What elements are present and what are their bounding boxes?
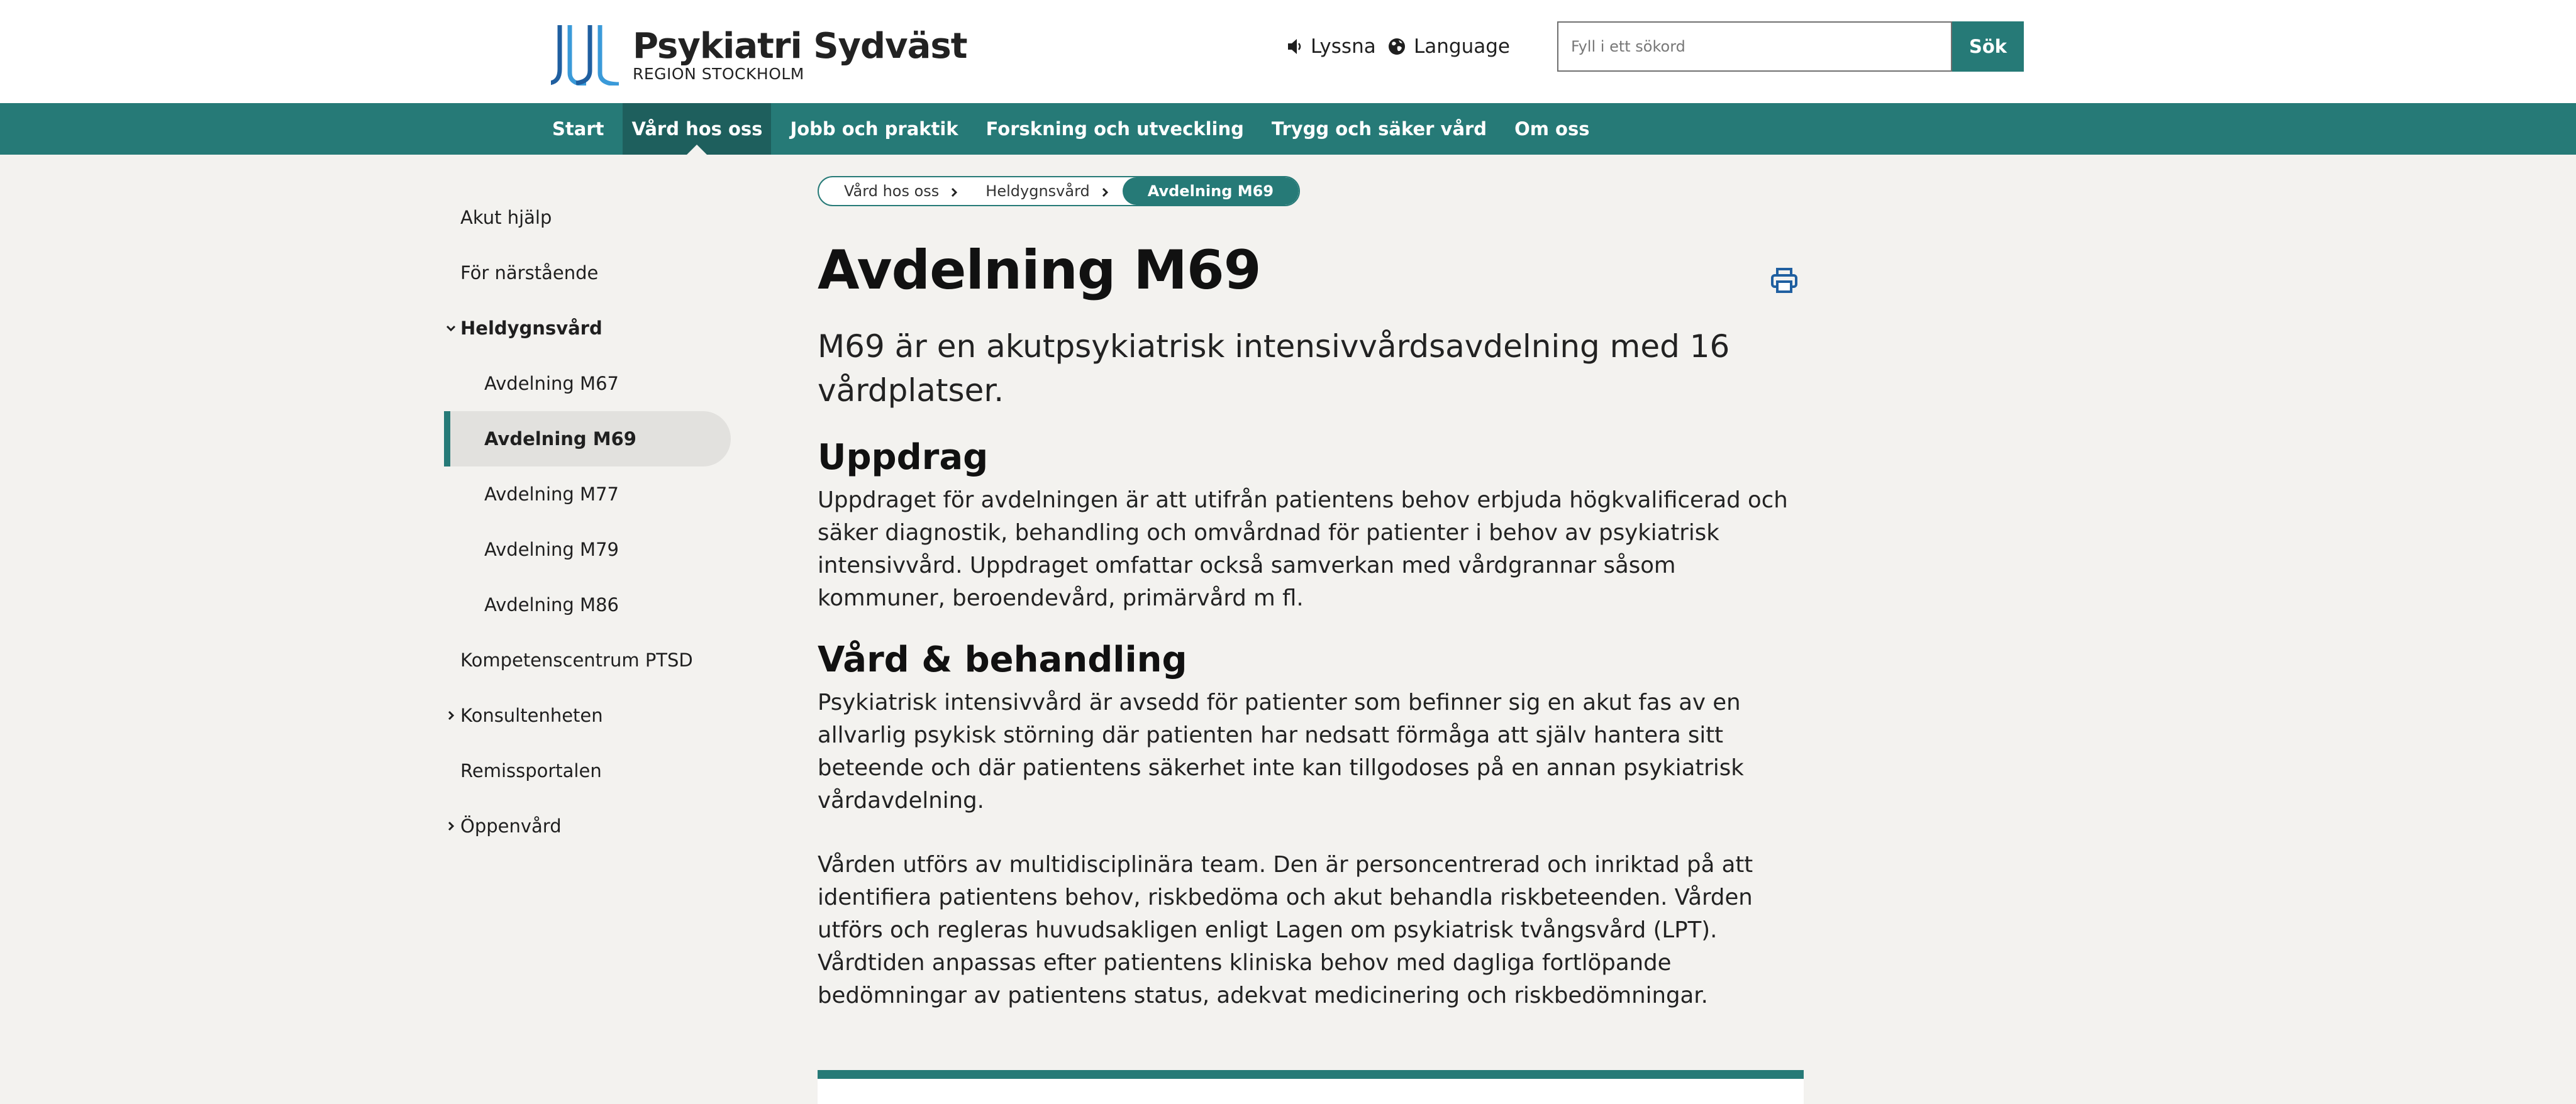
sidebar-item-label: Remissportalen <box>460 760 602 781</box>
search-button[interactable]: Sök <box>1952 21 2024 72</box>
sidebar-item-for-narstaende[interactable] <box>444 245 731 301</box>
sidebar-item-remissportalen[interactable] <box>444 743 731 798</box>
sidebar-item-label: Avdelning M79 <box>484 539 619 560</box>
logo-subtitle: REGION STOCKHOLM <box>633 65 804 83</box>
speaker-icon <box>1287 38 1303 55</box>
page-lead: M69 är en akutpsykiatrisk intensivvårdsavdelning med 16 vårdplatser. <box>818 328 1730 409</box>
language-button[interactable] <box>1387 33 1510 60</box>
breadcrumb-current: Avdelning M69 <box>1123 177 1299 205</box>
sidebar-item-avdelning-m67[interactable] <box>444 356 731 411</box>
sidebar-item-heldygnsvard[interactable] <box>444 301 731 356</box>
chevron-down-icon[interactable] <box>445 323 457 334</box>
breadcrumb-item[interactable] <box>960 177 1111 205</box>
sidebar-item-avdelning-m86[interactable] <box>444 577 731 632</box>
sidebar-item-label: Avdelning M69 <box>484 428 636 450</box>
sidebar-item-label: Avdelning M77 <box>484 483 619 505</box>
main-nav <box>0 103 2576 155</box>
sidebar-item-label: Öppenvård <box>460 815 562 837</box>
page-title: Avdelning M69 <box>818 239 1261 302</box>
globe-icon <box>1387 37 1406 56</box>
sidebar-item-akut-hjalp[interactable] <box>444 190 731 245</box>
chevron-right-icon <box>949 187 959 198</box>
search-input[interactable] <box>1557 21 1952 72</box>
section-paragraph: Psykiatrisk intensivvård är avsedd för patienter som befinner sig en akut fas av en allvarlig psykisk störning där patienten har nedsatt förmåga att själv hantera sitt beteende och där patientens säkerhet inte kan tillgodoses på en annan psykiatrisk vårdavdelning. <box>818 690 1744 814</box>
nav-item-jobb-och-praktik[interactable]: Jobb och praktik <box>790 118 958 140</box>
sidebar-item-avdelning-m69[interactable] <box>444 411 731 466</box>
sidebar-item-oppenvard[interactable] <box>444 798 731 854</box>
section-paragraph: Vården utförs av multidisciplinära team. Den är personcentrerad och inriktad på att identifiera patientens behov, riskbedöma och akut behandla riskbeteenden. Vården utförs och regleras huvudsakligen enligt Lagen om psykiatrisk tvångsvård (LPT). Vårdtiden anpassas efter patientens kliniska behov med dagliga fortlöpande bedömningar av patientens status, adekvat medicinering och riskbedömningar. <box>818 852 1753 1008</box>
nav-item-trygg-och-saker-vard[interactable]: Trygg och säker vård <box>1271 118 1487 140</box>
section-paragraph: Uppdraget för avdelningen är att utifrån patientens behov erbjuda högkvalificerad och säker diagnostik, behandling och omvårdnad för patienter i behov av psykiatrisk intensivvård. Uppdraget omfattar också samverkan med vårdgrannar såsom kommuner, beroendevård, primärvård m fl. <box>818 487 1788 611</box>
site-search <box>1557 21 2024 72</box>
chevron-right-icon <box>1100 187 1110 198</box>
sidebar-item-label: Avdelning M67 <box>484 373 619 394</box>
sidebar-item-konsultenheten[interactable] <box>444 688 731 743</box>
main-content <box>818 176 1804 1012</box>
logo-text <box>633 28 967 83</box>
section-heading: Vård & behandling <box>818 639 1187 680</box>
nav-item-om-oss[interactable]: Om oss <box>1514 118 1590 140</box>
listen-label: Lyssna <box>1311 35 1376 58</box>
chevron-right-icon[interactable] <box>445 710 457 721</box>
content-card <box>818 1070 1804 1104</box>
sidebar-item-label: Heldygnsvård <box>460 317 602 339</box>
sidebar-item-avdelning-m77[interactable] <box>444 466 731 522</box>
print-icon[interactable] <box>1771 268 1797 293</box>
section-uppdrag <box>818 436 1804 615</box>
breadcrumb-label: Vård hos oss <box>844 182 940 200</box>
breadcrumb-label: Heldygnsvård <box>985 182 1090 200</box>
sidebar-nav <box>444 190 731 854</box>
site-header <box>0 0 2576 103</box>
logo-mark-icon <box>551 25 624 86</box>
sidebar-item-label: För närstående <box>460 262 599 284</box>
sidebar-item-label: Kompetenscentrum PTSD <box>460 649 693 671</box>
sidebar-item-avdelning-m79[interactable] <box>444 522 731 577</box>
chevron-right-icon[interactable] <box>445 820 457 832</box>
nav-item-vard-hos-oss[interactable]: Vård hos oss <box>623 103 771 155</box>
breadcrumb <box>818 176 1300 206</box>
sidebar-item-label: Avdelning M86 <box>484 594 619 615</box>
logo-title: Psykiatri Sydväst <box>633 26 967 67</box>
nav-item-start[interactable]: Start <box>552 118 604 140</box>
nav-item-forskning[interactable]: Forskning och utveckling <box>985 118 1244 140</box>
sidebar-item-label: Akut hjälp <box>460 207 552 228</box>
language-label: Language <box>1414 35 1510 58</box>
sidebar-item-label: Konsultenheten <box>460 705 603 726</box>
sidebar-item-kompetenscentrum-ptsd[interactable] <box>444 632 731 688</box>
section-vard-behandling <box>818 639 1804 1012</box>
listen-button[interactable] <box>1287 33 1376 60</box>
section-heading: Uppdrag <box>818 437 989 478</box>
site-logo[interactable] <box>551 24 967 87</box>
breadcrumb-item[interactable] <box>819 177 960 205</box>
